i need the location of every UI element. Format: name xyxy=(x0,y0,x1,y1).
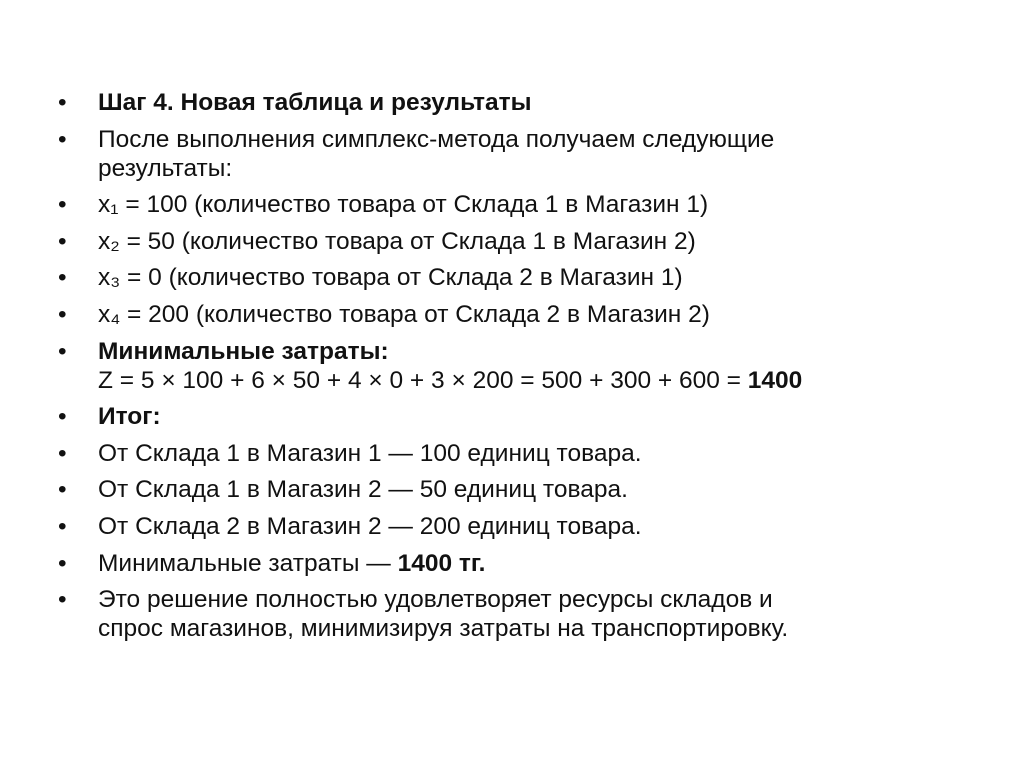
bullet-dot: • xyxy=(58,337,67,365)
bullet-min-cost xyxy=(58,337,998,395)
route-2-2-text: От Склада 2 в Магазин 2 — 200 единиц товара. xyxy=(98,512,642,540)
bullet-list xyxy=(58,88,998,651)
bullet-route-1-1 xyxy=(58,439,998,468)
conclusion-text-line2: спрос магазинов, минимизируя затраты на транспортировку. xyxy=(98,615,789,643)
bullet-intro xyxy=(58,125,998,183)
bullet-dot: • xyxy=(58,403,67,431)
min-cost-heading: Минимальные затраты: xyxy=(98,337,389,365)
bullet-dot: • xyxy=(58,476,67,504)
conclusion-text-line1: Это решение полностью удовлетворяет ресурсы складов и xyxy=(98,586,773,614)
cost-formula-result: 1400 xyxy=(747,366,803,394)
bullet-min-cost-total xyxy=(58,549,998,578)
bullet-dot: • xyxy=(58,125,67,153)
cost-formula-expression: Z = 5 × 100 + 6 × 50 + 4 × 0 + 3 × 200 = 500 + 300 + 600 = xyxy=(98,366,748,394)
route-1-1-text: От Склада 1 в Магазин 1 — 100 единиц товара. xyxy=(98,439,642,467)
route-1-2-text: От Склада 1 в Магазин 2 — 50 единиц товара. xyxy=(98,476,628,504)
min-cost-total-value: 1400 тг. xyxy=(397,549,486,577)
bullet-dot: • xyxy=(58,300,67,328)
bullet-dot: • xyxy=(58,191,67,219)
intro-text-line1: После выполнения симплекс-метода получаем следующие xyxy=(98,125,775,153)
x1-text: x₁ = 100 (количество товара от Склада 1 в Магазин 1) xyxy=(98,191,709,219)
bullet-x1 xyxy=(58,190,998,219)
summary-heading-text: Итог: xyxy=(98,403,161,431)
bullet-route-1-2 xyxy=(58,475,998,504)
step-heading-text: Шаг 4. Новая таблица и результаты xyxy=(98,89,532,116)
min-cost-total-line xyxy=(98,549,998,578)
bullet-x3 xyxy=(58,263,998,292)
x3-text: x₃ = 0 (количество товара от Склада 2 в Магазин 1) xyxy=(98,264,683,292)
cost-formula xyxy=(98,366,998,395)
bullet-x2 xyxy=(58,227,998,256)
intro-text-line2: результаты: xyxy=(98,154,233,182)
min-cost-total-label: Минимальные затраты — xyxy=(98,549,398,577)
bullet-dot: • xyxy=(58,227,67,255)
bullet-summary-heading xyxy=(58,402,998,431)
bullet-dot: • xyxy=(58,586,67,614)
bullet-dot: • xyxy=(58,89,67,116)
bullet-step-heading xyxy=(58,88,998,117)
bullet-dot: • xyxy=(58,512,67,540)
bullet-dot: • xyxy=(58,549,67,577)
bullet-dot: • xyxy=(58,264,67,292)
bullet-conclusion xyxy=(58,585,998,643)
bullet-route-2-2 xyxy=(58,512,998,541)
x2-text: x₂ = 50 (количество товара от Склада 1 в Магазин 2) xyxy=(98,227,696,255)
bullet-dot: • xyxy=(58,439,67,467)
bullet-x4 xyxy=(58,300,998,329)
x4-text: x₄ = 200 (количество товара от Склада 2 в Магазин 2) xyxy=(98,300,710,328)
